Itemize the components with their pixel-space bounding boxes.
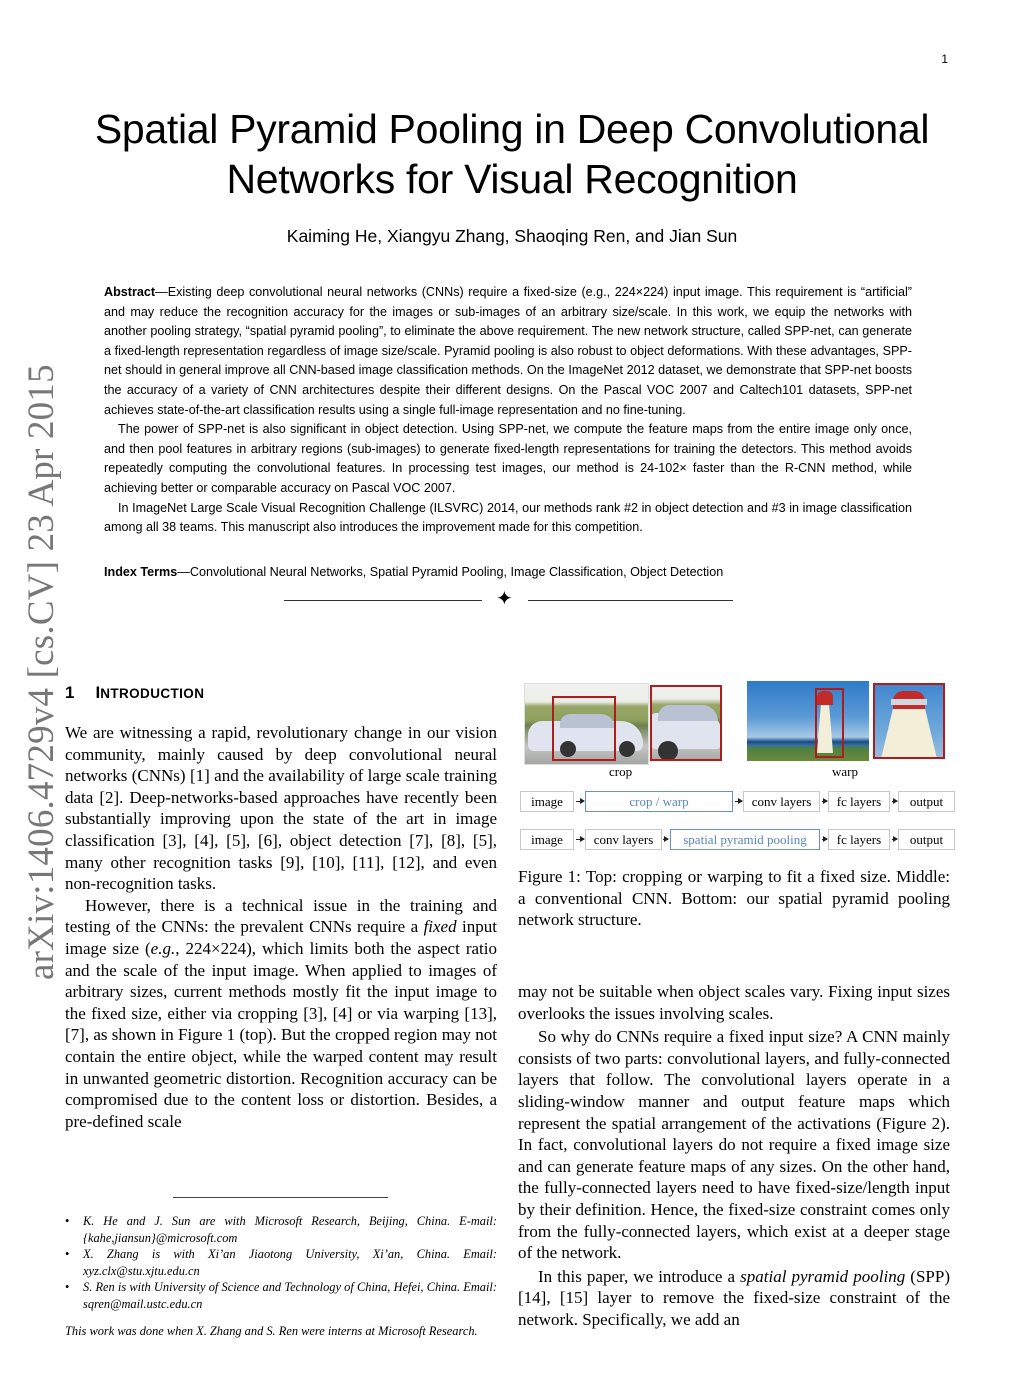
flow-arrow-icon xyxy=(576,839,584,840)
flow-box-image: image xyxy=(520,829,574,850)
abstract-label: Abstract xyxy=(104,285,156,299)
flow-box-output: output xyxy=(898,829,955,850)
flow-box-conv-layers: conv layers xyxy=(585,829,662,850)
body-paragraph: So why do CNNs require a fixed input size? A CNN mainly consists of two parts: convolutional layers, and fully-connected layers that follow. The convolutional layers operate in a sliding-window manner and output feature maps which represent the spatial arrangement of the activations (Figure 2). In fact, convolutional layers do not require a fixed image size and can generate feature maps of any sizes. On the other hand, the fully-connected layers need to have fixed-size/length input by their definition. Hence, the fixed-size constraint comes only from the fully-connected layers, which exist at a deeper stage of the network. xyxy=(518,1027,950,1263)
footnote-item: • K. He and J. Sun are with Microsoft Research, Beijing, China. E-mail: {kahe,jiansun}@microsoft.com xyxy=(65,1214,497,1245)
flow-arrow-icon xyxy=(892,839,897,840)
flow-box-crop-warp: crop / warp xyxy=(585,791,733,812)
flow-arrow-icon xyxy=(822,839,827,840)
index-terms-label: Index Terms xyxy=(104,565,178,579)
conventional-cnn-flow xyxy=(520,791,956,813)
index-terms: Index Terms—Convolutional Neural Networks, Spatial Pyramid Pooling, Image Classification, Object Detection xyxy=(104,565,724,579)
flow-box-conv-layers: conv layers xyxy=(743,791,820,812)
footnotes xyxy=(65,1213,497,1339)
abstract-paragraph: In ImageNet Large Scale Visual Recognition Challenge (ILSVRC) 2014, our methods rank #2 in object detection and #3 in image classification among all 38 teams. This manuscript also introduces the improvement made for this competition. xyxy=(104,500,912,535)
footnote-rule xyxy=(173,1197,388,1198)
warp-result-border xyxy=(873,683,945,759)
flow-box-fc-layers: fc layers xyxy=(828,829,890,850)
body-paragraph: In this paper, we introduce a spatial pyramid pooling (SPP) [14], [15] layer to remove the fixed-size constraint of the network. Specifically, we add an xyxy=(518,1266,950,1329)
separator-rule xyxy=(528,600,733,601)
page-number: 1 xyxy=(941,52,948,66)
footnote-note: This work was done when X. Zhang and S. Ren were interns at Microsoft Research. xyxy=(65,1323,478,1338)
section-heading: 1 INTRODUCTION xyxy=(65,683,205,702)
separator-star-icon: ✦ xyxy=(496,588,513,610)
flow-box-spatial-pyramid-pooling: spatial pyramid pooling xyxy=(670,829,820,850)
paper-title: Spatial Pyramid Pooling in Deep Convolutional Networks for Visual Recognition xyxy=(94,106,930,202)
flow-arrow-icon xyxy=(892,801,897,802)
crop-label: crop xyxy=(609,764,633,779)
abstract-paragraph: Abstract—Existing deep convolutional neural networks (CNNs) require a fixed-size (e.g., 224×224) input image. This requirement is “artificial” and may reduce the recognition accuracy for the images or sub-images of an arbitrary size/scale. In this work, we equip the networks with another pooling strategy, “spatial pyramid pooling”, to eliminate the above requirement. The new network structure, called SPP-net, can generate a fixed-length representation regardless of image size/scale. Pyramid pooling is also robust to object deformations. With these advantages, SPP-net should in general improve all CNN-based image classification methods. On the ImageNet 2012 dataset, we demonstrate that SPP-net boosts the accuracy of a variety of CNN architectures despite their different designs. On the Pascal VOC 2007 and Caltech101 datasets, SPP-net achieves state-of-the-art classification results using a single full-image representation and no fine-tuning. xyxy=(104,285,912,417)
flow-arrow-icon xyxy=(663,839,668,840)
body-paragraph: We are witnessing a rapid, revolutionary change in our vision community, mainly caused by deep convolutional neural networks (CNNs) [1] and the availability of large scale training data [2]. Deep-networks-based approaches have recently been substantially improving upon the state of the art in image classification [3], [4], [5], [6], object detection [7], [8], [5], many other recognition tasks [9], [10], [11], [12], and even non-recognition tasks. xyxy=(65,723,497,894)
body-paragraph: may not be suitable when object scales vary. Fixing input sizes overlooks the issues involving scales. xyxy=(518,982,950,1023)
author-list: Kaiming He, Xiangyu Zhang, Shaoqing Ren, and Jian Sun xyxy=(286,226,738,246)
footnote-item: • X. Zhang is with Xi’an Jiaotong University, Xi’an, China. Email: xyz.clx@stu.xjtu.edu.cn xyxy=(65,1247,497,1278)
arxiv-stamp: arXiv:1406.4729v4 [cs.CV] 23 Apr 2015 xyxy=(21,364,62,980)
separator-rule xyxy=(284,600,482,601)
flow-box-fc-layers: fc layers xyxy=(828,791,890,812)
crop-region-box xyxy=(552,696,616,761)
right-column-body xyxy=(518,981,950,1331)
abstract xyxy=(104,283,912,538)
flow-arrow-icon xyxy=(822,801,827,802)
warp-label: warp xyxy=(832,764,858,779)
warp-region-box xyxy=(815,688,844,758)
footnote-item: • S. Ren is with University of Science and Technology of China, Hefei, China. Email: sqren@mail.ustc.edu.cn xyxy=(65,1280,497,1311)
abstract-paragraph: The power of SPP-net is also significant in object detection. Using SPP-net, we compute the feature maps from the entire image only once, and then pool features in arbitrary regions (sub-images) to generate fixed-length representations for training the detectors. This method avoids repeatedly computing the convolutional features. In processing test images, our method is 24-102× faster than the R-CNN method, while achieving better or comparable accuracy on Pascal VOC 2007. xyxy=(104,422,912,495)
crop-result-border xyxy=(650,685,722,761)
lighthouse-photo xyxy=(747,681,869,761)
body-paragraph: However, there is a technical issue in the training and testing of the CNNs: the prevalent CNNs require a fixed input image size (e.g., 224×224), which limits both the aspect ratio and the scale of the input image. When applied to images of arbitrary sizes, current methods mostly fit the input image to the fixed size, either via cropping [3], [4] or via warping [13], [7], as shown in Figure 1 (top). But the cropped region may not contain the entire object, while the warped content may result in unwanted geometric distortion. Recognition accuracy can be compromised due to the content loss or distortion. Besides, a pre-defined scale xyxy=(65,895,497,1131)
figure-caption: Figure 1: Top: cropping or warping to fit a fixed size. Middle: a conventional CNN. Bottom: our spatial pyramid pooling network structure. xyxy=(518,867,950,930)
flow-box-image: image xyxy=(520,791,574,812)
left-column-body xyxy=(65,722,497,1132)
flow-arrow-icon xyxy=(735,801,742,802)
flow-arrow-icon xyxy=(576,801,584,802)
flow-box-output: output xyxy=(898,791,955,812)
spp-net-flow xyxy=(520,829,956,851)
